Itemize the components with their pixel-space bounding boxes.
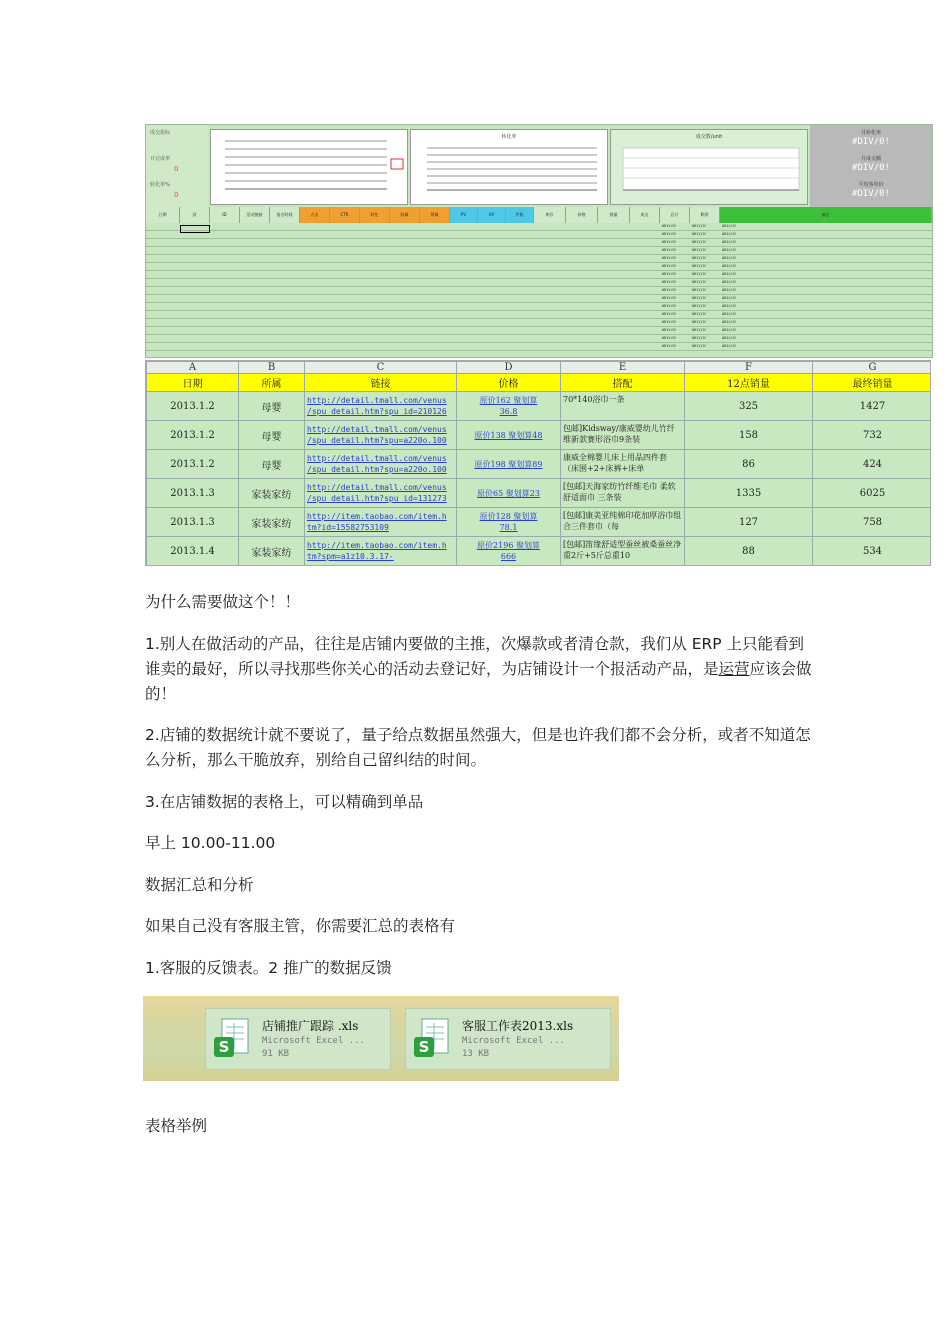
- div-error-cell: #DIV/0!: [662, 336, 677, 340]
- cell-date: 2013.1.4: [147, 537, 239, 566]
- cell-category: 母婴: [239, 392, 305, 421]
- col-letter: D: [457, 362, 561, 374]
- div-error-cell: #DIV/0!: [662, 280, 677, 284]
- div-error-cell: #DIV/0!: [692, 264, 707, 268]
- div-error-cell: #DIV/0!: [722, 304, 737, 308]
- div-error-cell: #DIV/0!: [662, 344, 677, 348]
- paragraph-why: 为什么需要做这个！！: [145, 593, 301, 611]
- table-row: [147, 479, 932, 508]
- cell-final-sales: 6025: [813, 479, 932, 508]
- cell-sales-12: 86: [685, 450, 813, 479]
- cell-sales-12: 158: [685, 421, 813, 450]
- link-line[interactable]: tm?id=15582753109: [307, 523, 389, 532]
- chart-title: 成交数/unit: [695, 134, 723, 140]
- div-error-cell: #DIV/0!: [722, 272, 737, 276]
- cell-category: 母婴: [239, 421, 305, 450]
- table-row: [147, 508, 932, 537]
- header-final-sales: 最终销量: [813, 374, 932, 392]
- kpi-label: 转化率%: [150, 182, 170, 188]
- file-size: 91 KB: [262, 1049, 290, 1059]
- price-line: 78.1: [499, 523, 518, 532]
- cell-link[interactable]: [305, 537, 457, 566]
- div-error-cell: #DIV/0!: [722, 224, 737, 228]
- link-line[interactable]: /spu_detail.htm?spu=a220o.100: [307, 465, 447, 474]
- table-row: [147, 450, 932, 479]
- div-error-cell: #DIV/0!: [692, 328, 707, 332]
- cell-price: [457, 479, 561, 508]
- text: 1.别人在做活动的产品，往往是店铺内要做的主推，次爆款或者清仓款，我们从 ERP 上只能看到谁卖的最好，所以寻找那些你关心的活动去登记好，为店铺设计一个报活动产品，是: [145, 635, 805, 678]
- header-cell: 销量: [420, 207, 450, 223]
- div-error-cell: #DIV/0!: [662, 288, 677, 292]
- div-error-cell: #DIV/0!: [662, 328, 677, 332]
- combo-text: 70*140浴巾一条: [563, 395, 625, 404]
- header-category: 所属: [239, 374, 305, 392]
- cell-final-sales: 424: [813, 450, 932, 479]
- file-attachments: [143, 996, 619, 1081]
- div-error-cell: #DIV/0!: [662, 312, 677, 316]
- header-cell: 剩余: [690, 207, 720, 223]
- div-error-cell: #DIV/0!: [662, 304, 677, 308]
- div-error-cell: #DIV/0!: [662, 320, 677, 324]
- div-error-cell: #DIV/0!: [722, 344, 737, 348]
- header-cell: PV: [450, 207, 478, 223]
- paragraph-point-2: 2.店铺的数据统计就不要说了，量子给点数据虽然强大，但是也许我们都不会分析，或者不知道怎么分析，那么干脆放弃，别给自己留纠结的时间。: [145, 726, 811, 769]
- paragraph-tables: 如果自己没有客服主管，你需要汇总的表格有: [145, 917, 456, 935]
- chart-3-plot: [611, 140, 807, 206]
- header-row: [147, 374, 932, 392]
- kpi-label: 日完成率: [150, 156, 171, 162]
- table-row: [147, 421, 932, 450]
- div-error-cell: #DIV/0!: [692, 248, 707, 252]
- col-letter: G: [813, 362, 932, 374]
- column-letter-row: [147, 362, 932, 374]
- selected-cell: [180, 225, 210, 233]
- div-error-cell: #DIV/0!: [692, 304, 707, 308]
- div-error-cell: #DIV/0!: [692, 240, 707, 244]
- chart-title: 转化率: [501, 134, 517, 140]
- div-error-cell: #DIV/0!: [692, 272, 707, 276]
- div-error-cell: #DIV/0!: [692, 344, 707, 348]
- cell-combo: [561, 537, 685, 566]
- header-cell: ID: [210, 207, 240, 223]
- cell-date: 2013.1.2: [147, 450, 239, 479]
- kpi-label: 月转化率: [860, 130, 881, 136]
- col-letter: A: [147, 362, 239, 374]
- cell-combo: [561, 421, 685, 450]
- div-error-cell: #DIV/0!: [722, 336, 737, 340]
- dashboard-screenshot: [145, 124, 933, 358]
- cell-link[interactable]: [305, 421, 457, 450]
- header-cell: 库存: [534, 207, 566, 223]
- cell-link[interactable]: [305, 479, 457, 508]
- div-error-cell: #DIV/0!: [722, 264, 737, 268]
- kpi-value: #DIV/0!: [852, 189, 890, 199]
- cell-category: 家装家纺: [239, 508, 305, 537]
- div-error-cell: #DIV/0!: [662, 272, 677, 276]
- cell-combo: [561, 392, 685, 421]
- excel-file-icon: [214, 1017, 250, 1061]
- cell-date: 2013.1.2: [147, 392, 239, 421]
- header-cell: 销量: [598, 207, 630, 223]
- cell-final-sales: 534: [813, 537, 932, 566]
- link-line[interactable]: http://item.taobao.com/item.h: [307, 541, 447, 550]
- div-error-cell: #DIV/0!: [692, 312, 707, 316]
- line-chart-3: [610, 129, 808, 205]
- header-cell: 日期: [146, 207, 180, 223]
- header-price: 价格: [457, 374, 561, 392]
- cell-price: [457, 421, 561, 450]
- header-cell: 款: [180, 207, 210, 223]
- kpi-left-panel: [146, 125, 208, 207]
- price-line: 666: [500, 552, 517, 561]
- link-line[interactable]: http://detail.tmall.com/venus: [307, 425, 447, 434]
- svg-text:S: S: [218, 1038, 230, 1056]
- paragraph-point-1: [145, 632, 815, 707]
- div-error-cell: #DIV/0!: [662, 264, 677, 268]
- cell-final-sales: 758: [813, 508, 932, 537]
- div-error-cell: #DIV/0!: [722, 280, 737, 284]
- header-link: 链接: [305, 374, 457, 392]
- header-cell: 点击: [300, 207, 330, 223]
- header-date: 日期: [147, 374, 239, 392]
- combo-text: 包邮]Kidsway/康威婴幼儿竹纤维新款赛形浴巾9条装: [563, 424, 675, 444]
- text: 应该会做的！: [145, 660, 812, 703]
- table-row: [147, 537, 932, 566]
- cell-category: 母婴: [239, 450, 305, 479]
- paragraph-point-3: 3.在店铺数据的表格上，可以精确到单品: [145, 793, 424, 811]
- activity-table: [146, 361, 931, 566]
- cell-price: [457, 392, 561, 421]
- div-error-cell: #DIV/0!: [722, 328, 737, 332]
- div-error-cell: #DIV/0!: [722, 248, 737, 252]
- div-error-cell: #DIV/0!: [692, 232, 707, 236]
- div-error-cell: #DIV/0!: [662, 248, 677, 252]
- col-letter: F: [685, 362, 813, 374]
- combo-text: 康威全棉婴儿床上用品四件套（床围+2+床裤+床单: [563, 453, 667, 473]
- paragraph-feedback: 1.客服的反馈表。2 推广的数据反馈: [145, 959, 392, 977]
- cell-date: 2013.1.3: [147, 479, 239, 508]
- link-line[interactable]: http://item.taobao.com/item.h: [307, 512, 447, 521]
- cell-link[interactable]: [305, 450, 457, 479]
- header-cell: 价格: [566, 207, 598, 223]
- combo-text: [包邮]笛缘舒适型蚕丝被桑蚕丝净重2斤+5斤总重10: [563, 540, 682, 560]
- header-cell: 备注: [720, 207, 932, 223]
- div-error-cell: #DIV/0!: [692, 288, 707, 292]
- link-line[interactable]: /spu_detail.htm?spu_id=210126: [307, 407, 447, 416]
- dashboard-grid: [146, 223, 932, 357]
- cell-combo: [561, 508, 685, 537]
- kpi-label: 成交指标: [150, 130, 171, 136]
- header-sales-12: 12点销量: [685, 374, 813, 392]
- header-cell: 件数: [506, 207, 534, 223]
- header-cell: 成交: [630, 207, 660, 223]
- div-error-cell: #DIV/0!: [722, 296, 737, 300]
- header-cell: 总计: [660, 207, 690, 223]
- div-error-cell: #DIV/0!: [692, 280, 707, 284]
- link-line[interactable]: /spu_detail.htm?spu=a220o.100: [307, 436, 447, 445]
- div-error-cell: #DIV/0!: [692, 336, 707, 340]
- header-combo: 搭配: [561, 374, 685, 392]
- underlined-term: 运营: [718, 660, 750, 678]
- price-line: 原价162 聚划算: [479, 396, 538, 405]
- header-cell: UV: [478, 207, 506, 223]
- paragraph-summary: 数据汇总和分析: [145, 876, 254, 894]
- kpi-value: #DIV/0!: [852, 137, 890, 147]
- div-error-cell: #DIV/0!: [722, 288, 737, 292]
- header-cell: 报名时间: [270, 207, 300, 223]
- legend-box: [391, 159, 403, 169]
- file-name: 客服工作表2013.xls: [462, 1019, 574, 1033]
- cell-sales-12: 325: [685, 392, 813, 421]
- price-line: 36.8: [499, 407, 518, 416]
- link-line[interactable]: /spu_detail.htm?spu_id=131273: [307, 494, 447, 503]
- line-chart-2: [410, 129, 608, 205]
- div-error-cell: #DIV/0!: [722, 312, 737, 316]
- link-line[interactable]: http://detail.tmall.com/venus: [307, 454, 447, 463]
- chart-1-plot: [211, 133, 407, 199]
- cell-sales-12: 88: [685, 537, 813, 566]
- kpi-right-panel: [810, 125, 932, 207]
- cell-final-sales: 1427: [813, 392, 932, 421]
- chart-2-plot: [411, 140, 607, 206]
- file-attachment-service[interactable]: [405, 1008, 611, 1070]
- combo-text: [包邮]康美亚纯棉印花加厚浴巾组合三件套巾（每: [563, 511, 682, 531]
- div-error-cell: #DIV/0!: [722, 232, 737, 236]
- line-chart-1: [210, 129, 408, 205]
- div-error-cell: #DIV/0!: [692, 256, 707, 260]
- link-line[interactable]: http://detail.tmall.com/venus: [307, 483, 447, 492]
- cell-date: 2013.1.2: [147, 421, 239, 450]
- dashboard-header-row: [146, 207, 932, 223]
- div-error-cell: #DIV/0!: [692, 320, 707, 324]
- kpi-value: 0: [174, 165, 179, 173]
- col-letter: C: [305, 362, 457, 374]
- kpi-value: 0: [174, 191, 179, 199]
- paragraph-example: 表格举例: [145, 1117, 208, 1135]
- price-line: 原价128 聚划算: [479, 512, 538, 521]
- col-letter: E: [561, 362, 685, 374]
- cell-price: [457, 450, 561, 479]
- header-cell: 转化: [360, 207, 390, 223]
- combo-text: [包邮]天海家纺竹纤维毛巾 柔软舒适面巾 三条装: [563, 482, 676, 502]
- paragraph-time: 早上 10.00-11.00: [145, 834, 276, 852]
- cell-sales-12: 127: [685, 508, 813, 537]
- header-cell: 活动链接: [240, 207, 270, 223]
- cell-category: 家装家纺: [239, 537, 305, 566]
- div-error-cell: #DIV/0!: [662, 240, 677, 244]
- link-line[interactable]: http://detail.tmall.com/venus: [307, 396, 447, 405]
- price-line: 原价2196 聚划算: [477, 541, 540, 550]
- price-line: 原价138 聚划算48: [474, 430, 543, 440]
- col-letter: B: [239, 362, 305, 374]
- div-error-cell: #DIV/0!: [722, 320, 737, 324]
- cell-link[interactable]: [305, 508, 457, 537]
- link-line[interactable]: tm?spm=a1z10.3.17-: [307, 552, 394, 561]
- div-error-cell: #DIV/0!: [692, 224, 707, 228]
- div-error-cell: #DIV/0!: [662, 296, 677, 300]
- file-size: 13 KB: [462, 1049, 490, 1059]
- svg-text:S: S: [418, 1038, 430, 1056]
- cell-date: 2013.1.3: [147, 508, 239, 537]
- header-cell: CTR: [330, 207, 360, 223]
- price-line: 原价198 聚划算89: [474, 459, 543, 469]
- div-error-cell: #DIV/0!: [662, 224, 677, 228]
- cell-category: 家装家纺: [239, 479, 305, 508]
- table-row: [147, 392, 932, 421]
- file-type: Microsoft Excel ...: [262, 1036, 365, 1046]
- div-error-cell: #DIV/0!: [662, 256, 677, 260]
- kpi-label: 平均客单价: [858, 182, 884, 188]
- div-error-cell: #DIV/0!: [662, 232, 677, 236]
- cell-combo: [561, 450, 685, 479]
- kpi-value: #DIV/0!: [852, 163, 890, 173]
- cell-link[interactable]: [305, 392, 457, 421]
- cell-price: [457, 537, 561, 566]
- div-error-cell: #DIV/0!: [722, 240, 737, 244]
- header-cell: 收藏: [390, 207, 420, 223]
- cell-combo: [561, 479, 685, 508]
- file-type: Microsoft Excel ...: [462, 1036, 565, 1046]
- excel-file-icon: [414, 1017, 450, 1061]
- file-name: 店铺推广跟踪 .xls: [262, 1019, 359, 1033]
- div-error-cell: #DIV/0!: [692, 296, 707, 300]
- cell-price: [457, 508, 561, 537]
- price-line: 原价65 聚划算23: [477, 488, 540, 498]
- cell-sales-12: 1335: [685, 479, 813, 508]
- kpi-label: 月成交额: [860, 156, 881, 162]
- file-attachment-promo[interactable]: [205, 1008, 391, 1070]
- plot-area: [623, 148, 799, 190]
- div-error-cell: #DIV/0!: [722, 256, 737, 260]
- cell-final-sales: 732: [813, 421, 932, 450]
- spreadsheet-screenshot: [145, 360, 931, 566]
